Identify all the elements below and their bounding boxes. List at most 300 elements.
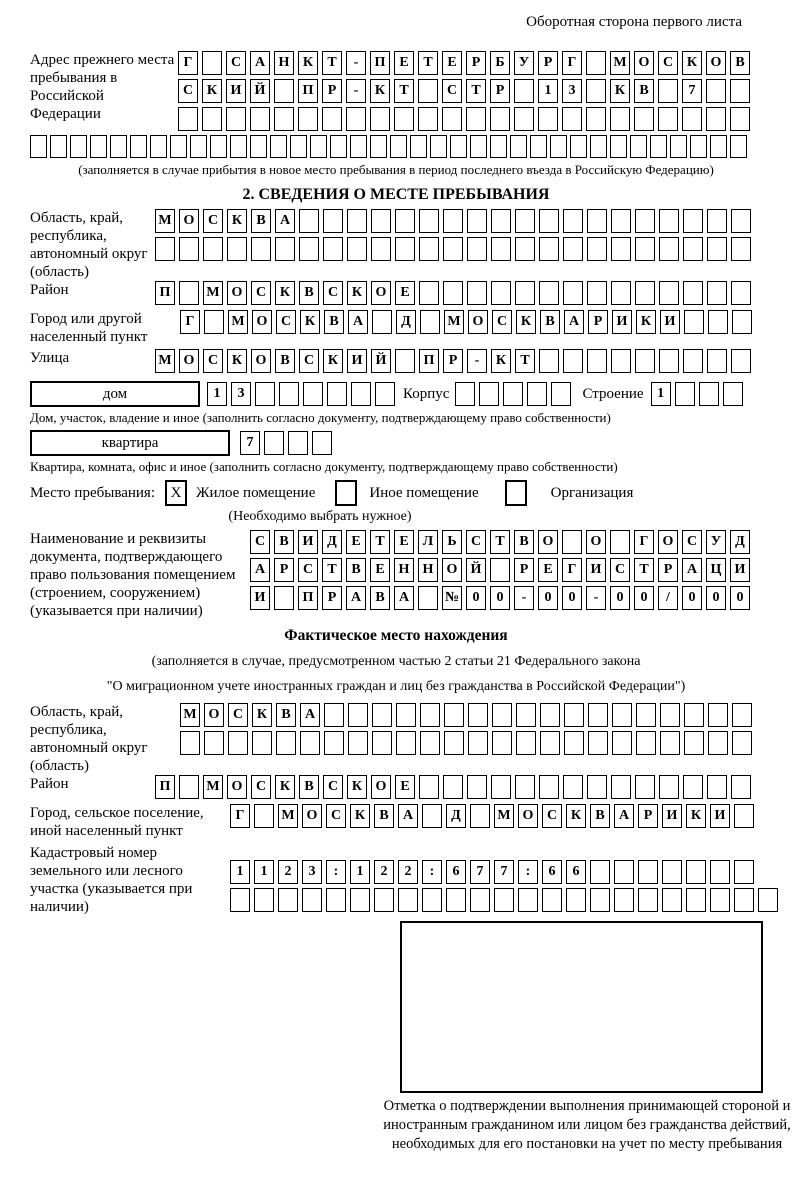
organization-checkbox bbox=[505, 480, 527, 506]
char-cell: - bbox=[514, 586, 534, 610]
char-cell bbox=[190, 135, 207, 158]
char-cell bbox=[312, 431, 332, 455]
char-cell: С bbox=[492, 310, 512, 334]
char-cell bbox=[683, 775, 703, 799]
char-cell bbox=[562, 107, 582, 131]
char-cell: М bbox=[203, 281, 223, 305]
char-cell: 2 bbox=[398, 860, 418, 884]
city-label: Город или другой населенный пункт bbox=[30, 311, 148, 345]
char-cell: - bbox=[346, 79, 366, 103]
char-cell bbox=[659, 209, 679, 233]
district-label: Район bbox=[30, 282, 69, 298]
char-cell: А bbox=[394, 586, 414, 610]
char-cell bbox=[302, 888, 322, 912]
char-cell: В bbox=[590, 804, 610, 828]
stroenie-label: Строение bbox=[582, 385, 644, 402]
char-cell bbox=[470, 888, 490, 912]
char-cell bbox=[455, 382, 475, 406]
char-cell bbox=[170, 135, 187, 158]
char-cell bbox=[683, 209, 703, 233]
char-cell: Е bbox=[442, 51, 462, 75]
document-row-3 bbox=[250, 586, 750, 610]
char-cell bbox=[538, 107, 558, 131]
char-cell: С bbox=[203, 349, 223, 373]
char-cell bbox=[563, 775, 583, 799]
char-cell bbox=[659, 349, 679, 373]
actual-city-label: Город, сельское поселение, иной населенный пункт bbox=[30, 805, 204, 839]
char-cell: С bbox=[276, 310, 296, 334]
char-cell bbox=[730, 135, 747, 158]
char-cell bbox=[588, 703, 608, 727]
char-cell: И bbox=[710, 804, 730, 828]
char-cell bbox=[635, 237, 655, 261]
char-cell bbox=[430, 135, 447, 158]
char-cell bbox=[610, 530, 630, 554]
char-cell: О bbox=[227, 775, 247, 799]
prev-address-field bbox=[30, 51, 762, 131]
char-cell bbox=[327, 382, 347, 406]
char-cell bbox=[564, 731, 584, 755]
char-cell: Т bbox=[466, 79, 486, 103]
char-cell: О bbox=[371, 775, 391, 799]
char-cell bbox=[730, 79, 750, 103]
char-cell bbox=[203, 237, 223, 261]
char-cell bbox=[731, 209, 751, 233]
char-cell bbox=[490, 135, 507, 158]
char-cell: 0 bbox=[682, 586, 702, 610]
char-cell bbox=[564, 703, 584, 727]
char-cell bbox=[491, 209, 511, 233]
prev-address-row-2 bbox=[178, 79, 750, 103]
char-cell: Е bbox=[395, 775, 415, 799]
char-cell: П bbox=[298, 79, 318, 103]
char-cell: О bbox=[586, 530, 606, 554]
char-cell: О bbox=[706, 51, 726, 75]
document-row-1 bbox=[250, 530, 750, 554]
char-cell bbox=[250, 107, 270, 131]
char-cell: 6 bbox=[542, 860, 562, 884]
char-cell: О bbox=[538, 530, 558, 554]
char-cell: К bbox=[202, 79, 222, 103]
stroenie-cells bbox=[651, 382, 743, 406]
char-cell bbox=[422, 804, 442, 828]
char-cell bbox=[636, 703, 656, 727]
char-cell bbox=[539, 349, 559, 373]
char-cell: Й bbox=[371, 349, 391, 373]
char-cell bbox=[375, 382, 395, 406]
char-cell: Е bbox=[346, 530, 366, 554]
char-cell bbox=[634, 107, 654, 131]
char-cell: С bbox=[251, 775, 271, 799]
char-cell: К bbox=[610, 79, 630, 103]
char-cell bbox=[264, 431, 284, 455]
char-cell bbox=[230, 135, 247, 158]
char-cell bbox=[515, 281, 535, 305]
char-cell: К bbox=[682, 51, 702, 75]
char-cell bbox=[326, 888, 346, 912]
char-cell: К bbox=[227, 349, 247, 373]
char-cell: С bbox=[326, 804, 346, 828]
char-cell: О bbox=[179, 349, 199, 373]
char-cell bbox=[658, 79, 678, 103]
char-cell bbox=[420, 703, 440, 727]
char-cell bbox=[636, 731, 656, 755]
char-cell bbox=[710, 135, 727, 158]
char-cell: К bbox=[347, 775, 367, 799]
char-cell bbox=[419, 237, 439, 261]
char-cell bbox=[467, 209, 487, 233]
char-cell: 0 bbox=[730, 586, 750, 610]
actual-region-row-1 bbox=[180, 703, 752, 727]
char-cell bbox=[731, 349, 751, 373]
char-cell bbox=[683, 349, 703, 373]
char-cell bbox=[515, 209, 535, 233]
char-cell bbox=[254, 804, 274, 828]
char-cell: В bbox=[514, 530, 534, 554]
char-cell bbox=[450, 135, 467, 158]
char-cell: Д bbox=[446, 804, 466, 828]
char-cell: 0 bbox=[706, 586, 726, 610]
char-cell: И bbox=[612, 310, 632, 334]
char-cell bbox=[708, 310, 728, 334]
char-cell bbox=[370, 135, 387, 158]
char-cell bbox=[590, 888, 610, 912]
char-cell: А bbox=[348, 310, 368, 334]
char-cell bbox=[470, 135, 487, 158]
char-cell bbox=[707, 281, 727, 305]
region-field bbox=[30, 209, 762, 281]
char-cell bbox=[614, 860, 634, 884]
char-cell bbox=[670, 135, 687, 158]
char-cell bbox=[419, 209, 439, 233]
char-cell bbox=[298, 107, 318, 131]
char-cell: Т bbox=[394, 79, 414, 103]
char-cell: В bbox=[346, 558, 366, 582]
char-cell: Р bbox=[443, 349, 463, 373]
char-cell: С bbox=[682, 530, 702, 554]
char-cell bbox=[443, 209, 463, 233]
char-cell bbox=[683, 281, 703, 305]
region-row-2 bbox=[155, 237, 751, 261]
char-cell bbox=[566, 888, 586, 912]
actual-region-label: Область, край, республика, автономный округ (область) bbox=[30, 704, 148, 774]
char-cell: И bbox=[250, 586, 270, 610]
char-cell bbox=[570, 135, 587, 158]
char-cell bbox=[586, 107, 606, 131]
char-cell bbox=[324, 731, 344, 755]
stay-type-row bbox=[30, 480, 762, 506]
char-cell bbox=[150, 135, 167, 158]
char-cell: 0 bbox=[490, 586, 510, 610]
char-cell: С bbox=[298, 558, 318, 582]
char-cell bbox=[587, 775, 607, 799]
char-cell: К bbox=[686, 804, 706, 828]
char-cell bbox=[290, 135, 307, 158]
char-cell bbox=[539, 237, 559, 261]
char-cell: 0 bbox=[634, 586, 654, 610]
char-cell bbox=[230, 888, 250, 912]
char-cell: Р bbox=[490, 79, 510, 103]
char-cell: Е bbox=[538, 558, 558, 582]
char-cell: Р bbox=[514, 558, 534, 582]
char-cell: У bbox=[514, 51, 534, 75]
char-cell: С bbox=[658, 51, 678, 75]
char-cell bbox=[550, 135, 567, 158]
char-cell: М bbox=[278, 804, 298, 828]
char-cell bbox=[492, 703, 512, 727]
char-cell bbox=[610, 135, 627, 158]
char-cell: Е bbox=[394, 530, 414, 554]
char-cell bbox=[563, 349, 583, 373]
char-cell bbox=[299, 237, 319, 261]
city-row bbox=[180, 310, 752, 334]
char-cell bbox=[635, 281, 655, 305]
char-cell: 1 bbox=[651, 382, 671, 406]
char-cell bbox=[370, 107, 390, 131]
char-cell bbox=[611, 775, 631, 799]
char-cell: Д bbox=[730, 530, 750, 554]
char-cell bbox=[396, 731, 416, 755]
char-cell bbox=[587, 209, 607, 233]
char-cell: Т bbox=[370, 530, 390, 554]
char-cell bbox=[734, 860, 754, 884]
char-cell bbox=[419, 281, 439, 305]
char-cell bbox=[614, 888, 634, 912]
char-cell: Г bbox=[634, 530, 654, 554]
char-cell: 1 bbox=[207, 382, 227, 406]
char-cell: Г bbox=[180, 310, 200, 334]
char-cell: С bbox=[323, 775, 343, 799]
char-cell: Е bbox=[370, 558, 390, 582]
char-cell bbox=[479, 382, 499, 406]
char-cell bbox=[612, 703, 632, 727]
apartment-row bbox=[30, 430, 762, 456]
house-row bbox=[30, 381, 762, 407]
char-cell: И bbox=[347, 349, 367, 373]
char-cell: О bbox=[204, 703, 224, 727]
char-cell bbox=[515, 237, 535, 261]
char-cell: 7 bbox=[240, 431, 260, 455]
char-cell bbox=[611, 281, 631, 305]
char-cell: М bbox=[228, 310, 248, 334]
char-cell: 7 bbox=[682, 79, 702, 103]
char-cell bbox=[348, 703, 368, 727]
page-side-note: Оборотная сторона первого листа bbox=[526, 14, 742, 30]
char-cell bbox=[590, 860, 610, 884]
char-cell bbox=[396, 703, 416, 727]
char-cell bbox=[254, 888, 274, 912]
char-cell: № bbox=[442, 586, 462, 610]
char-cell: И bbox=[226, 79, 246, 103]
char-cell: Р bbox=[274, 558, 294, 582]
char-cell bbox=[346, 107, 366, 131]
char-cell: А bbox=[564, 310, 584, 334]
char-cell: - bbox=[467, 349, 487, 373]
char-cell bbox=[250, 135, 267, 158]
char-cell: Н bbox=[274, 51, 294, 75]
char-cell: П bbox=[298, 586, 318, 610]
char-cell bbox=[288, 431, 308, 455]
apartment-cells bbox=[240, 431, 332, 455]
char-cell bbox=[708, 703, 728, 727]
char-cell: М bbox=[155, 209, 175, 233]
char-cell bbox=[587, 349, 607, 373]
char-cell bbox=[734, 888, 754, 912]
char-cell: Г bbox=[562, 558, 582, 582]
other-premises-label: Иное помещение bbox=[369, 484, 479, 501]
char-cell bbox=[516, 731, 536, 755]
char-cell: 2 bbox=[278, 860, 298, 884]
char-cell: Г bbox=[562, 51, 582, 75]
char-cell: И bbox=[662, 804, 682, 828]
char-cell: С bbox=[610, 558, 630, 582]
char-cell: К bbox=[566, 804, 586, 828]
char-cell bbox=[684, 310, 704, 334]
char-cell bbox=[348, 731, 368, 755]
char-cell bbox=[539, 209, 559, 233]
char-cell: 0 bbox=[610, 586, 630, 610]
actual-region-row-2 bbox=[180, 731, 752, 755]
char-cell: К bbox=[636, 310, 656, 334]
char-cell bbox=[410, 135, 427, 158]
section2-title: 2. СВЕДЕНИЯ О МЕСТЕ ПРЕБЫВАНИЯ bbox=[242, 186, 550, 203]
char-cell: В bbox=[374, 804, 394, 828]
char-cell bbox=[468, 731, 488, 755]
char-cell: : bbox=[518, 860, 538, 884]
char-cell bbox=[30, 135, 47, 158]
char-cell bbox=[491, 775, 511, 799]
char-cell bbox=[278, 888, 298, 912]
char-cell: 1 bbox=[538, 79, 558, 103]
char-cell bbox=[542, 888, 562, 912]
char-cell bbox=[90, 135, 107, 158]
char-cell bbox=[686, 860, 706, 884]
char-cell: К bbox=[252, 703, 272, 727]
char-cell: О bbox=[227, 281, 247, 305]
actual-location-title: Фактическое место нахождения bbox=[284, 627, 508, 644]
char-cell bbox=[562, 530, 582, 554]
char-cell bbox=[707, 775, 727, 799]
house-cells bbox=[207, 382, 395, 406]
char-cell: Р bbox=[322, 586, 342, 610]
char-cell bbox=[660, 703, 680, 727]
char-cell: 6 bbox=[446, 860, 466, 884]
char-cell bbox=[731, 237, 751, 261]
organization-label: Организация bbox=[550, 484, 634, 501]
char-cell: Т bbox=[515, 349, 535, 373]
prev-address-caption: (заполняется в случае прибытия в новое место пребывания в период последнего въезда в Российскую Федерацию) bbox=[78, 162, 714, 177]
char-cell bbox=[371, 209, 391, 233]
char-cell bbox=[110, 135, 127, 158]
char-cell bbox=[690, 135, 707, 158]
char-cell: К bbox=[300, 310, 320, 334]
char-cell bbox=[420, 731, 440, 755]
char-cell: Й bbox=[466, 558, 486, 582]
char-cell: М bbox=[494, 804, 514, 828]
char-cell bbox=[514, 107, 534, 131]
char-cell bbox=[466, 107, 486, 131]
char-cell: / bbox=[658, 586, 678, 610]
char-cell: К bbox=[323, 349, 343, 373]
char-cell bbox=[395, 237, 415, 261]
char-cell bbox=[587, 281, 607, 305]
other-premises-checkbox bbox=[335, 480, 357, 506]
char-cell bbox=[683, 237, 703, 261]
char-cell: Т bbox=[322, 51, 342, 75]
char-cell: Ц bbox=[706, 558, 726, 582]
char-cell bbox=[202, 51, 222, 75]
actual-location-note-1: (заполняется в случае, предусмотренном частью 2 статьи 21 Федерального закона bbox=[151, 654, 641, 669]
char-cell: О bbox=[179, 209, 199, 233]
char-cell bbox=[470, 804, 490, 828]
prev-address-rows bbox=[178, 51, 750, 131]
prev-address-label: Адрес прежнего места пребывания в Российской Федерации bbox=[30, 52, 175, 122]
char-cell: С bbox=[251, 281, 271, 305]
char-cell: А bbox=[250, 51, 270, 75]
cadastral-label: Кадастровый номер земельного или лесного участка (указывается при наличии) bbox=[30, 845, 193, 915]
char-cell: В bbox=[730, 51, 750, 75]
char-cell bbox=[204, 731, 224, 755]
char-cell: 6 bbox=[566, 860, 586, 884]
char-cell: И bbox=[660, 310, 680, 334]
char-cell: Р bbox=[466, 51, 486, 75]
char-cell: Д bbox=[322, 530, 342, 554]
char-cell: О bbox=[658, 530, 678, 554]
actual-district-row bbox=[155, 775, 751, 799]
char-cell bbox=[638, 860, 658, 884]
residential-checkbox: X bbox=[165, 480, 187, 506]
char-cell: В bbox=[634, 79, 654, 103]
char-cell bbox=[660, 731, 680, 755]
actual-city-row bbox=[230, 804, 754, 828]
char-cell bbox=[540, 703, 560, 727]
char-cell bbox=[611, 237, 631, 261]
char-cell bbox=[707, 209, 727, 233]
char-cell: В bbox=[274, 530, 294, 554]
char-cell bbox=[395, 349, 415, 373]
char-cell bbox=[732, 310, 752, 334]
char-cell bbox=[730, 107, 750, 131]
char-cell bbox=[611, 349, 631, 373]
korpus-label: Корпус bbox=[403, 385, 450, 402]
char-cell bbox=[274, 586, 294, 610]
char-cell: А bbox=[275, 209, 295, 233]
char-cell bbox=[226, 107, 246, 131]
char-cell: 7 bbox=[470, 860, 490, 884]
char-cell bbox=[662, 860, 682, 884]
char-cell: 0 bbox=[466, 586, 486, 610]
char-cell: И bbox=[298, 530, 318, 554]
char-cell bbox=[708, 731, 728, 755]
char-cell bbox=[446, 888, 466, 912]
char-cell: У bbox=[706, 530, 726, 554]
document-row-2 bbox=[250, 558, 750, 582]
char-cell bbox=[658, 107, 678, 131]
document-label: Наименование и реквизиты документа, подтверждающего право пользования помещением (строением, сооружением) (указывается при наличии) bbox=[30, 531, 236, 619]
cadastral-row-2 bbox=[230, 888, 778, 912]
char-cell bbox=[442, 107, 462, 131]
house-box: дом bbox=[30, 381, 200, 407]
actual-district-label: Район bbox=[30, 776, 69, 792]
district-row bbox=[155, 281, 751, 305]
char-cell: - bbox=[586, 586, 606, 610]
char-cell bbox=[684, 731, 704, 755]
prev-address-overflow-row bbox=[30, 135, 762, 158]
apartment-box: квартира bbox=[30, 430, 230, 456]
char-cell bbox=[255, 382, 275, 406]
char-cell: Ь bbox=[442, 530, 462, 554]
char-cell bbox=[527, 382, 547, 406]
